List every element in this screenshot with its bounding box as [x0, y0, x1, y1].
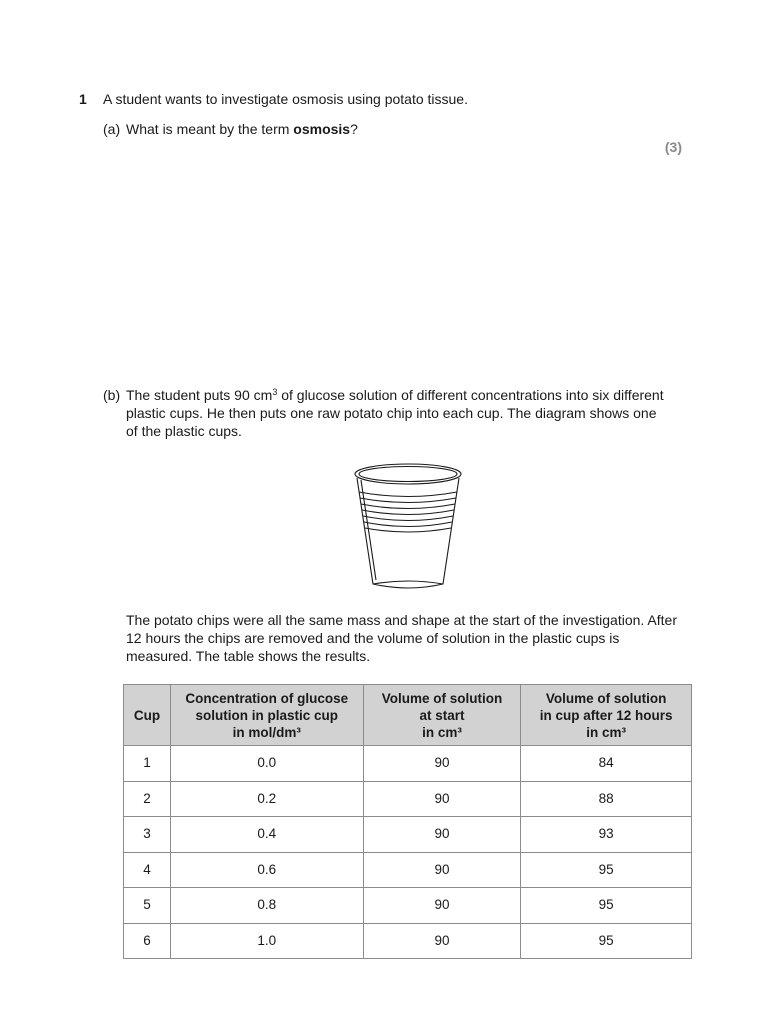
- header-volume-start: Volume of solution at start in cm³: [363, 685, 521, 746]
- cell-concentration: 0.2: [170, 781, 363, 817]
- header-cup: Cup: [124, 685, 171, 746]
- cell-concentration: 1.0: [170, 923, 363, 959]
- cell-cup: 1: [124, 746, 171, 782]
- part-a-label: (a): [103, 121, 121, 137]
- part-b-label: (b): [103, 387, 121, 403]
- part-b-text-2: of glucose solution of different concentrations into six different plastic cups. He then puts one raw potato chip into each cup. The diagram shows one of the plastic cups.: [126, 387, 664, 439]
- cell-volume-after: 95: [521, 888, 692, 924]
- table-row: [124, 923, 692, 959]
- question-number: 1: [79, 91, 87, 107]
- question-intro: A student wants to investigate osmosis using potato tissue.: [103, 91, 468, 107]
- part-b-paragraph-2: The potato chips were all the same mass and shape at the start of the investigation. After 12 hours the chips are removed and the volume of solution in the plastic cups is measured. The table shows the results.: [126, 612, 677, 664]
- cell-volume-start: 90: [363, 923, 521, 959]
- table-row: [124, 781, 692, 817]
- part-a-term: osmosis: [293, 121, 351, 137]
- cell-volume-after: 95: [521, 852, 692, 888]
- plastic-cup-icon: [350, 458, 466, 594]
- part-a-question: [126, 120, 686, 138]
- part-a-text-before: What is meant by the term: [126, 121, 294, 137]
- table-row: [124, 888, 692, 924]
- cell-cup: 3: [124, 817, 171, 853]
- table-row: [124, 852, 692, 888]
- results-table: [123, 684, 692, 959]
- header-volume-after: Volume of solution in cup after 12 hours in cm³: [521, 685, 692, 746]
- cell-cup: 5: [124, 888, 171, 924]
- cell-volume-after: 95: [521, 923, 692, 959]
- cell-volume-start: 90: [363, 888, 521, 924]
- cell-concentration: 0.6: [170, 852, 363, 888]
- cell-volume-after: 93: [521, 817, 692, 853]
- part-b-text: [126, 386, 666, 440]
- cell-volume-after: 88: [521, 781, 692, 817]
- cell-volume-start: 90: [363, 852, 521, 888]
- cell-concentration: 0.8: [170, 888, 363, 924]
- table-row: [124, 817, 692, 853]
- cell-cup: 4: [124, 852, 171, 888]
- cell-cup: 2: [124, 781, 171, 817]
- table-header-row: [124, 685, 692, 746]
- part-a-text-after: ?: [350, 121, 358, 137]
- part-a-marks: (3): [664, 139, 682, 155]
- cell-volume-start: 90: [363, 781, 521, 817]
- cell-volume-after: 84: [521, 746, 692, 782]
- cell-concentration: 0.0: [170, 746, 363, 782]
- cell-volume-start: 90: [363, 817, 521, 853]
- cell-volume-start: 90: [363, 746, 521, 782]
- cell-cup: 6: [124, 923, 171, 959]
- part-b-text-1: The student puts 90 cm: [126, 387, 273, 403]
- header-concentration: Concentration of glucose solution in plastic cup in mol/dm³: [170, 685, 363, 746]
- table-row: [124, 746, 692, 782]
- cell-concentration: 0.4: [170, 817, 363, 853]
- part-b-text-1-sup: 3: [272, 387, 278, 397]
